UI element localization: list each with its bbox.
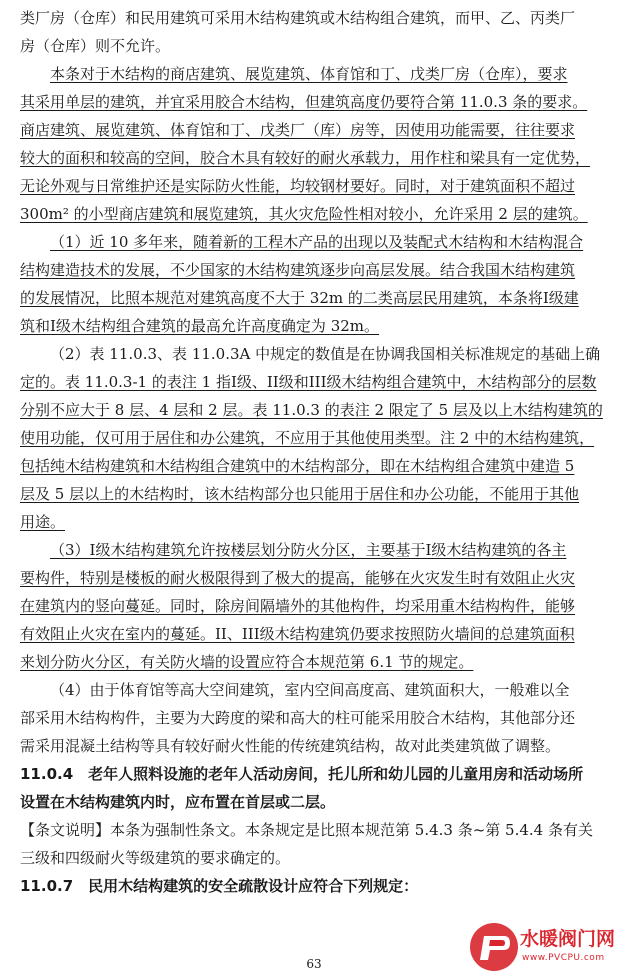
paragraph-start-line: 本条对于木结构的商店建筑、展览建筑、体育馆和丁、戊类厂房（仓库），要求	[50, 65, 568, 83]
clause-heading: 11.0.7 民用木结构建筑的安全疏散设计应符合下列规定：	[20, 877, 419, 895]
text-line: 无论外观与日常维护还是实际防火性能，均较钢材要好。同时，对于建筑面积不超过	[20, 177, 576, 195]
clause-heading-continued: 设置在木结构建筑内时，应布置在首层或二层。	[20, 793, 336, 811]
watermark-site-url: www.PVCPU.com	[522, 953, 605, 963]
text-line: 其采用单层的建筑，并宜采用胶合木结构，但建筑高度仍要符合第 11.0.3 条的要求。	[20, 93, 588, 111]
text-line: 在建筑内的竖向蔓延。同时，除房间隔墙外的其他构件，均采用重木结构构件，能够	[20, 597, 576, 615]
text-line: 层及 5 层以上的木结构时，该木结构部分也只能用于居住和办公功能，不能用于其他	[20, 485, 580, 503]
text-line: 三级和四级耐火等级建筑的要求确定的。	[20, 849, 291, 867]
text-line: 300m² 的小型商店建筑和展览建筑，其火灾危险性相对较小，允许采用 2 层的建筑。	[20, 205, 588, 223]
text-line: 使用功能，仅可用于居住和办公建筑，不应用于其他使用类型。注 2 中的木结构建筑，	[20, 429, 595, 447]
text-line: 结构建造技术的发展，不少国家的木结构建筑逐步向高层发展。结合我国木结构建筑	[20, 261, 576, 279]
paragraph-start-line: （2）表 11.0.3、表 11.0.3A 中规定的数值是在协调我国相关标准规定的基础上确	[50, 345, 601, 363]
text-line: 分别不应大于 8 层、4 层和 2 层。表 11.0.3 的表注 2 限定了 5 层及以上木结构建筑的	[20, 401, 603, 419]
clause-explanation-line: 【条文说明】本条为强制性条文。本条规定是比照本规范第 5.4.3 条~第 5.4.4 条有关	[20, 821, 593, 839]
watermark-site-name: 水暖阀门网	[520, 928, 616, 950]
text-line: 需采用混凝土结构等具有较好耐火性能的传统建筑结构，故对此类建筑做了调整。	[20, 737, 561, 755]
text-line: 筑和I级木结构组合建筑的最高允许高度确定为 32m。	[20, 317, 380, 335]
text-line: 有效阻止火灾在室内的蔓延。II、III级木结构建筑仍要求按照防火墙间的总建筑面积	[20, 625, 575, 643]
paragraph-start-line: （4）由于体育馆等高大空间建筑，室内空间高度高、建筑面积大，一般难以全	[50, 681, 570, 699]
clause-heading: 11.0.4 老年人照料设施的老年人活动房间，托儿所和幼儿园的儿童用房和活动场所	[20, 765, 584, 783]
text-line: 包括纯木结构建筑和木结构组合建筑中的木结构部分，即在木结构组合建筑中建造 5	[20, 457, 575, 475]
text-line: 商店建筑、展览建筑、体育馆和丁、戊类厂（库）房等，因使用功能需要，往往要求	[20, 121, 576, 139]
text-line: 定的。表 11.0.3-1 的表注 1 指I级、II级和III级木结构组合建筑中，木结构部分的层数	[20, 373, 597, 391]
text-line: 用途。	[20, 513, 66, 531]
text-line: 部采用木结构构件，主要为大跨度的梁和高大的柱可能采用胶合木结构，其他部分还	[20, 709, 576, 727]
text-line: 来划分防火分区，有关防火墙的设置应符合本规范第 6.1 节的规定。	[20, 653, 474, 671]
paragraph-start-line: （3）I级木结构建筑允许按楼层划分防火分区，主要基于I级木结构建筑的各主	[50, 541, 567, 559]
text-line: 要构件，特别是楼板的耐火极限得到了极大的提高，能够在火灾发生时有效阻止火灾	[20, 569, 576, 587]
text-line: 较大的面积和较高的空间，胶合木具有较好的耐火承载力，用作柱和梁具有一定优势，	[20, 149, 591, 167]
page-number: 63	[306, 957, 322, 971]
text-line: 类厂房（仓库）和民用建筑可采用木结构建筑或木结构组合建筑，而甲、乙、丙类厂	[20, 9, 576, 27]
text-line: 房（仓库）则不允许。	[20, 37, 171, 55]
text-line: 的发展情况，比照本规范对建筑高度不大于 32m 的二类高层民用建筑，本条将I级建	[20, 289, 579, 307]
paragraph-start-line: （1）近 10 多年来，随着新的工程木产品的出现以及装配式木结构和木结构混合	[50, 233, 584, 251]
